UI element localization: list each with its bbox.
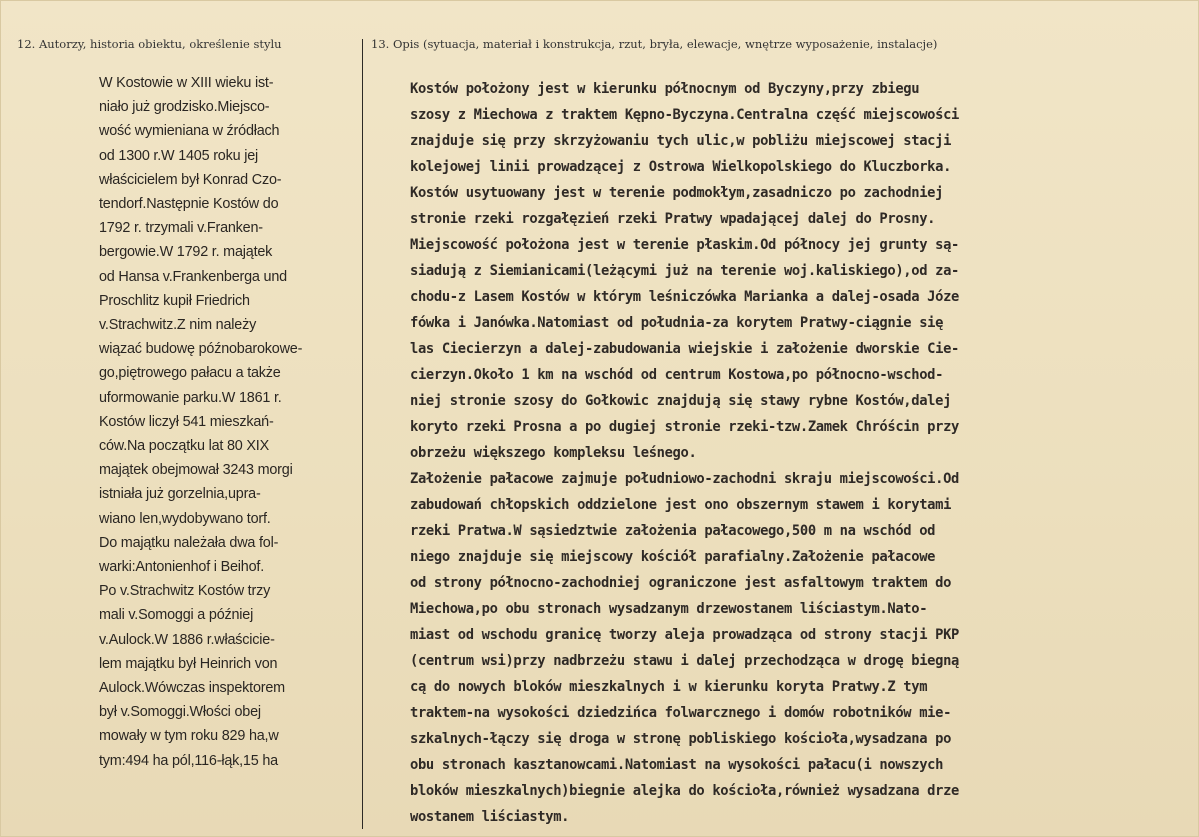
text-line: kolejowej linii prowadzącej z Ostrowa Wielkopolskiego do Kluczborka.: [410, 159, 952, 175]
text-line: traktem-na wysokości dziedzińca folwarcznego i domów robotników mie-: [410, 705, 952, 721]
text-line: mali v.Somoggi a później: [99, 607, 254, 624]
text-line: od Hansa v.Frankenberga und: [99, 268, 287, 285]
text-line: majątek obejmował 3243 morgi: [99, 462, 293, 479]
text-line: stronie rzeki rozgałęzień rzeki Pratwy wpadającej dalej do Prosny.: [410, 211, 936, 227]
text-line: ców.Na początku lat 80 XIX: [99, 438, 269, 455]
text-line: mowały w tym roku 829 ha,w: [99, 728, 279, 745]
text-line: cierzyn.Około 1 km na wschód od centrum Kostowa,po północno-wschod-: [410, 367, 944, 383]
text-line: v.Aulock.W 1886 r.właściciе-: [99, 631, 275, 648]
text-line: go,piętrowego pałacu a także: [99, 365, 281, 382]
text-line: Miechowa,po obu stronach wysadzanym drzewostanem liściastym.Nato-: [410, 601, 928, 617]
text-line: wość wymieniana w źródłach: [99, 123, 280, 140]
text-line: obu stronach kasztanowcami.Natomiast na wysokości pałacu(i nowszych: [410, 757, 944, 773]
text-line: bergowie.W 1792 r. majątek: [99, 244, 273, 261]
text-line: miast od wschodu granicę tworzy aleja prowadząca od strony stacji PKP: [410, 627, 959, 643]
text-line: Założenie pałacowe zajmuje południowo-zachodni skraju miejscowości.Od: [410, 471, 959, 487]
section-13-heading: 13. Opis (sytuacja, materiał i konstrukcja, rzut, bryła, elewacje, wnętrze wyposażenie, instalacje): [371, 37, 938, 51]
text-line: obrzeżu większego kompleksu leśnego.: [410, 445, 697, 461]
text-line: Kostów usytuowany jest w terenie podmokłym,zasadniczo po zachodniej: [410, 185, 944, 201]
description-text-column: [410, 76, 1170, 830]
text-line: rzeki Pratwa.W sąsiedztwie założenia pałacowego,500 m na wschód od: [410, 523, 936, 539]
text-line: 1792 r. trzymali v.Franken-: [99, 220, 263, 237]
text-line: chodu-z Lasem Kostów w którym leśniczówka Marianka a dalej-osada Józe: [410, 289, 959, 305]
text-line: siadują z Siemianicami(leżącymi już na terenie woj.kaliskiego),od za-: [410, 263, 959, 279]
text-line: Kostów położony jest w kierunku północnym od Byczyny,przy zbiegu: [410, 81, 920, 97]
text-line: bloków mieszkalnych)biegnie alejka do kościoła,również wysadzana drze: [410, 783, 959, 799]
text-line: od strony północno-zachodniej ograniczone jest asfaltowym traktem do: [410, 575, 952, 591]
text-line: Aulock.Wówczas inspektorem: [99, 680, 285, 697]
text-line: koryto rzeki Prosna a po dugiej stronie rzeki-tzw.Zamek Chróścin przy: [410, 419, 959, 435]
text-line: był v.Somoggi.Włości obej: [99, 704, 261, 721]
text-line: las Ciecierzyn a dalej-zabudowania wiejskie i założenie dworskie Cie-: [410, 341, 959, 357]
history-text-column: [99, 71, 351, 773]
text-line: fówka i Janówka.Natomiast od południa-za korytem Pratwy-ciągnie się: [410, 315, 944, 331]
text-line: znajduje się przy skrzyżowaniu tych ulic,w pobliżu miejscowej stacji: [410, 133, 952, 149]
text-line: wiano len,wydobywano torf.: [99, 510, 271, 527]
text-line: niego znajduje się miejscowy kościół parafialny.Założenie pałacowe: [410, 549, 936, 565]
text-line: Po v.Strachwitz Kostów trzy: [99, 583, 271, 600]
text-line: wiązać budowę późnobarokowe-: [99, 341, 303, 358]
text-line: szosy z Miechowa z traktem Kępno-Byczyna.Centralna część miejscowości: [410, 107, 959, 123]
text-line: W Kostowie w XIII wieku ist-: [99, 75, 274, 91]
text-line: Miejscowość położona jest w terenie płaskim.Od północy jej grunty są-: [410, 237, 959, 253]
text-line: szkalnych-łączy się droga w stronę pobliskiego kościoła,wysadzana po: [410, 731, 952, 747]
text-line: istniała już gorzelnia,upra-: [99, 486, 261, 503]
text-line: niej stronie szosy do Gołkowic znajdują się stawy rybne Kostów,dalej: [410, 393, 952, 409]
text-line: warki:Antonienhof i Beihof.: [99, 559, 264, 576]
text-line: tym:494 ha pól,116-łąk,15 ha: [99, 752, 278, 769]
text-line: cą do nowych bloków mieszkalnych i w kierunku koryta Pratwy.Z tym: [410, 679, 928, 695]
text-line: v.Strachwitz.Z nim należy: [99, 317, 257, 334]
text-line: uformowanie parku.W 1861 r.: [99, 389, 282, 406]
text-line: Do majątku należała dwa fol-: [99, 534, 279, 551]
text-line: tendorf.Następnie Kostów do: [99, 196, 279, 213]
section-12-heading: 12. Autorzy, historia obiektu, określenie stylu: [17, 37, 282, 51]
column-divider: [362, 39, 363, 829]
text-line: od 1300 r.W 1405 roku jej: [99, 147, 258, 164]
text-line: zabudowań chłopskich oddzielone jest ono obszernym stawem i korytami: [410, 497, 952, 513]
text-line: (centrum wsi)przy nadbrzeżu stawu i dalej przechodząca w drogę biegną: [410, 653, 959, 669]
text-line: niało już grodzisko.Miejsco-: [99, 99, 270, 116]
text-line: Proschlitz kupił Friedrich: [99, 292, 250, 309]
text-line: Kostów liczył 541 mieszkań-: [99, 413, 274, 430]
text-line: właścicielem był Konrad Czo-: [99, 171, 282, 188]
text-line: wostanem liściastym.: [410, 809, 570, 825]
text-line: lem majątku był Heinrich von: [99, 655, 278, 672]
